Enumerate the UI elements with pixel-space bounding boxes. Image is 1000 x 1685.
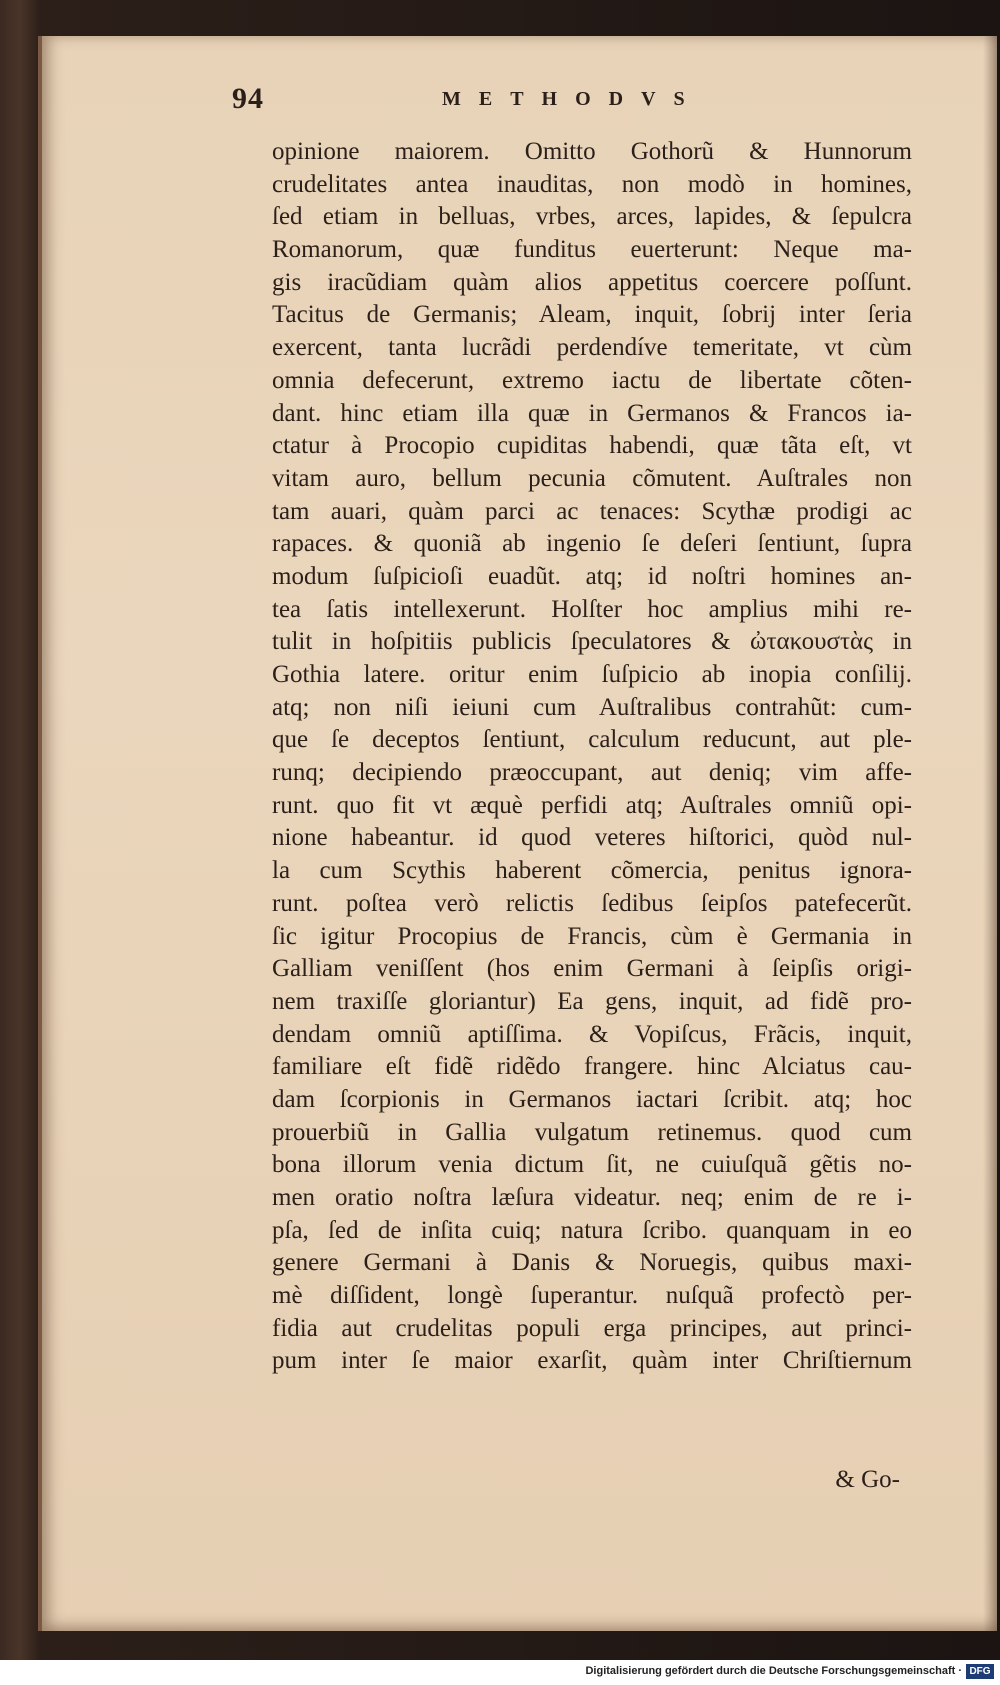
page-shadow-edge xyxy=(983,36,997,1631)
text-line: omnia defecerunt, extremo iactu de libertate cõten- xyxy=(272,366,912,394)
text-line: gis iracũdiam quàm alios appetitus coercere poſſunt. xyxy=(272,268,912,296)
text-line: dendam omniũ aptiſſima. & Vopiſcus, Frãcis, inquit, xyxy=(272,1020,912,1048)
text-line: runt. poſtea verò relictis ſedibus ſeipſos patefecerũt. xyxy=(272,889,912,917)
text-line: opinione maiorem. Omitto Gothorũ & Hunnorum xyxy=(272,138,912,165)
text-line: dant. hinc etiam illa quæ in Germanos & Francos ia- xyxy=(272,399,912,427)
text-line: tam auari, quàm parci ac tenaces: Scythæ prodigi ac xyxy=(272,497,912,525)
text-line: Romanorum, quæ funditus euerterunt: Neque ma- xyxy=(272,236,912,264)
page-number: 94 xyxy=(232,82,264,115)
catchword: & Go- xyxy=(835,1466,900,1493)
text-line: rapaces. & quoniã ab ingenio ſe deſeri ſentiunt, ſupra xyxy=(272,530,912,558)
text-line: tulit in hoſpitiis publicis ſpeculatores & ὠτακουστὰς in xyxy=(272,628,912,656)
text-line: prouerbiũ in Gallia vulgatum retinemus. quod cum xyxy=(272,1118,912,1146)
text-line: fidia aut crudelitas populi erga principes, aut princi- xyxy=(272,1314,912,1342)
running-title: METHODVS xyxy=(442,88,703,110)
text-line: nem traxiſſe gloriantur) Ea gens, inquit, ad fidẽ pro- xyxy=(272,987,912,1015)
dfg-logo-icon: DFG xyxy=(966,1664,994,1679)
text-line: atq; non niſi ieiuni cum Auſtralibus contrahũt: cum- xyxy=(272,693,912,721)
text-line: dam ſcorpionis in Germanos iactari ſcribit. atq; hoc xyxy=(272,1085,912,1113)
text-line: ctatur à Procopio cupiditas habendi, quæ tãta eſt, vt xyxy=(272,432,912,460)
text-line: men oratio noſtra læſura videatur. neq; enim de re i- xyxy=(272,1184,912,1211)
text-line: crudelitates antea inauditas, non modò in homines, xyxy=(272,170,912,198)
text-line: mè diſſident, longè ſuperantur. nuſquã profectò per- xyxy=(272,1282,912,1310)
text-line: ſed etiam in belluas, vrbes, arces, lapides, & ſepulcra xyxy=(272,203,912,231)
text-line: pum inter ſe maior exarſit, quàm inter Chriſtiernum xyxy=(272,1347,912,1375)
text-line: Galliam veniſſent (hos enim Germani à ſeipſis origi- xyxy=(272,955,912,983)
body-text xyxy=(272,136,912,1378)
text-line: vitam auro, bellum pecunia cõmutent. Auſtrales non xyxy=(272,464,912,492)
text-line: Gothia latere. oritur enim ſuſpicio ab inopia conſilij. xyxy=(272,661,912,688)
text-line: bona illorum venia dictum ſit, ne cuiuſquã gẽtis no- xyxy=(272,1151,912,1179)
text-line: tea ſatis intellexerunt. Holſter hoc amplius mihi re- xyxy=(272,595,912,623)
text-line: runq; decipiendo præoccupant, aut deniq; vim affe- xyxy=(272,759,912,787)
text-line: modum ſuſpicioſi euadũt. atq; id noſtri homines an- xyxy=(272,562,912,590)
text-line: exercent, tanta lucrãdi perdendíve temeritate, vt cùm xyxy=(272,334,912,362)
text-line: genere Germani à Danis & Noruegis, quibus maxi- xyxy=(272,1249,912,1277)
text-line: pſa, ſed de inſita cuiq; natura ſcribo. quanquam in eo xyxy=(272,1216,912,1244)
footer-bar xyxy=(0,1660,1000,1685)
text-line: familiare eſt fidẽ ridẽdo frangere. hinc Alciatus cau- xyxy=(272,1053,912,1081)
running-head xyxy=(232,82,922,122)
funding-credit: Digitalisierung gefördert durch die Deutsche Forschungsgemeinschaft · xyxy=(585,1665,962,1677)
text-line: ſic igitur Procopius de Francis, cùm è Germania in xyxy=(272,922,912,950)
text-line: runt. quo fit vt æquè perfidi atq; Auſtrales omniũ opi- xyxy=(272,791,912,819)
text-line: la cum Scythis haberent cõmercia, penitus ignora- xyxy=(272,857,912,885)
text-line: nione habeantur. id quod veteres hiſtorici, quòd nul- xyxy=(272,824,912,852)
text-line: Tacitus de Germanis; Aleam, inquit, ſobrij inter ſeria xyxy=(272,301,912,329)
text-line: que ſe deceptos ſentiunt, calculum reducunt, aut ple- xyxy=(272,726,912,754)
